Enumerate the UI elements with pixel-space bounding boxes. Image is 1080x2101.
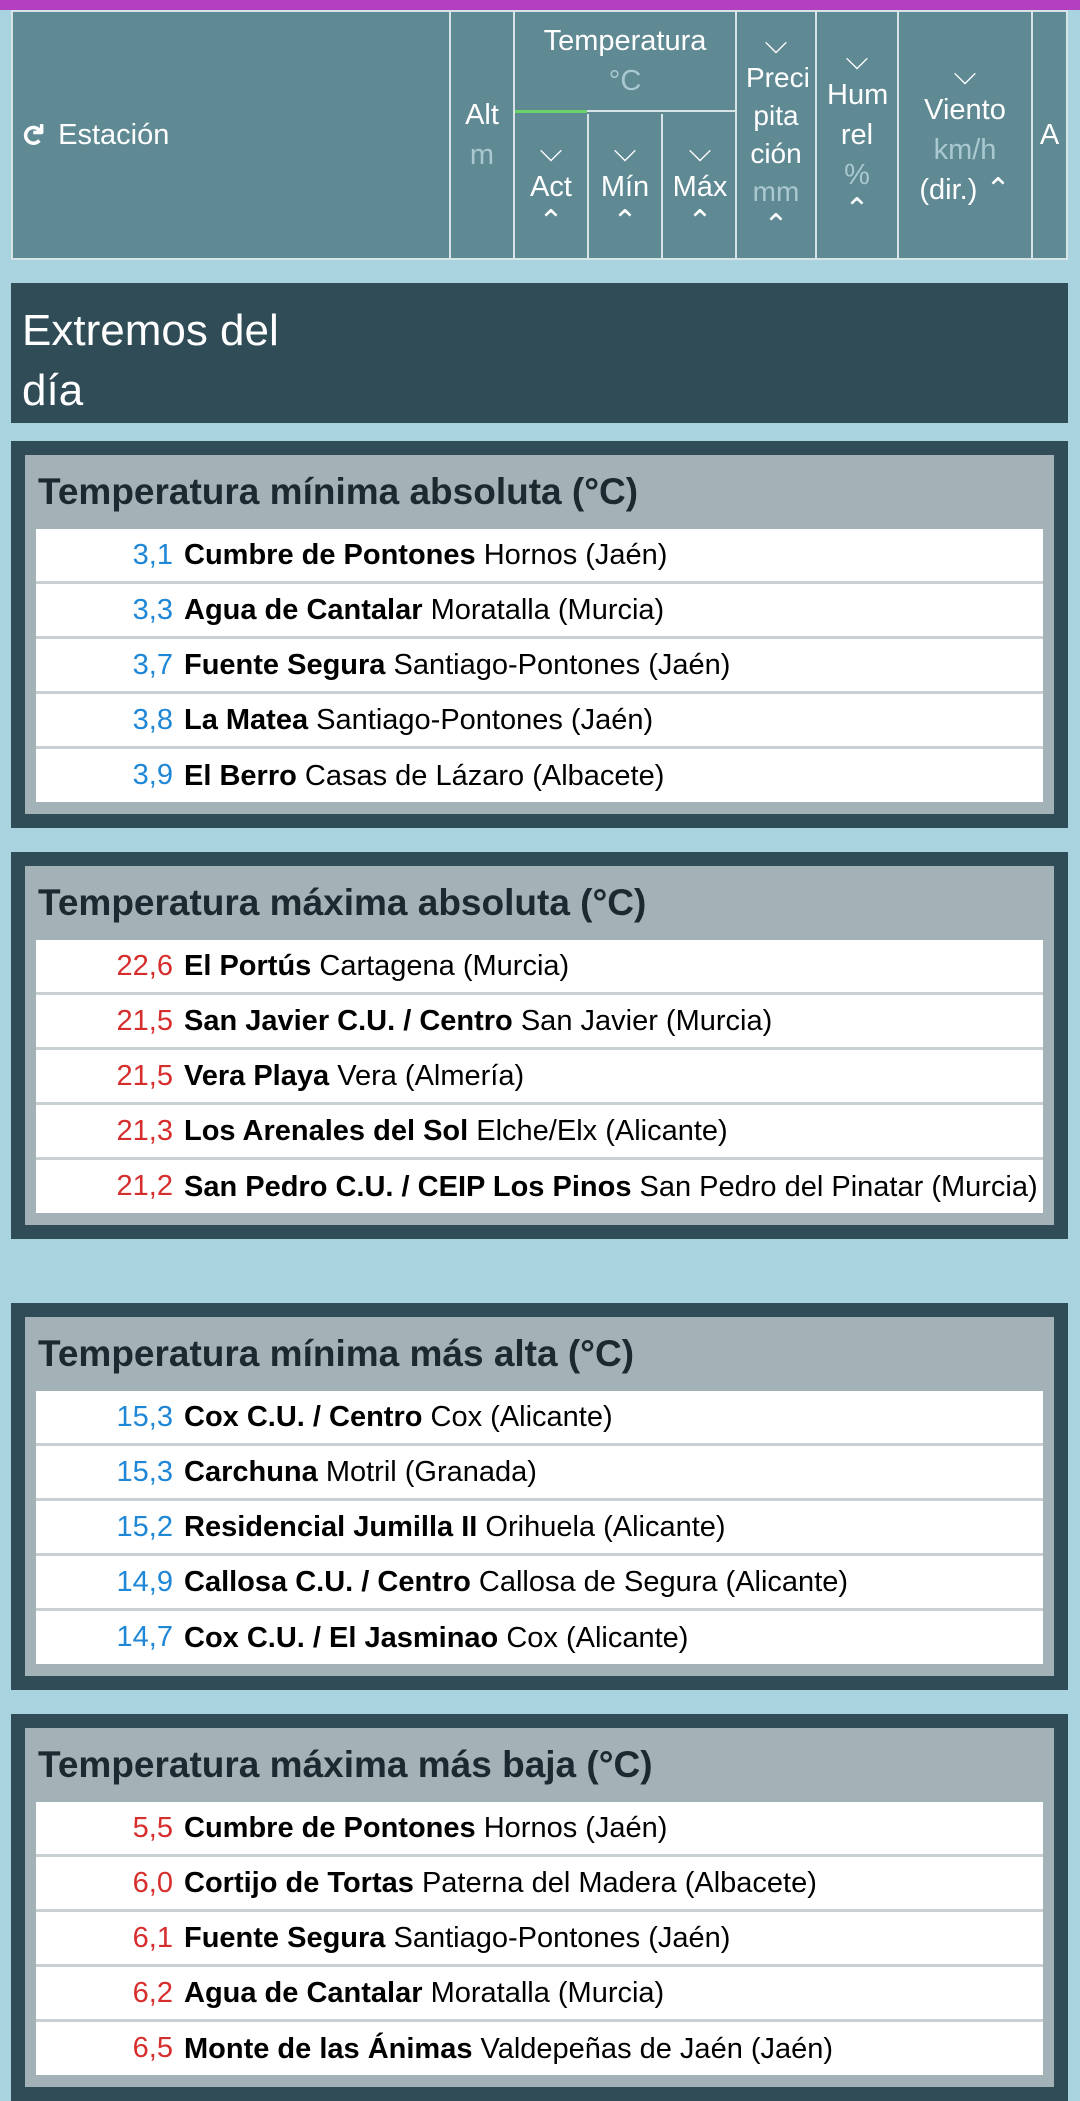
station-name[interactable]: Cumbre de Pontones (184, 539, 476, 571)
list-item[interactable] (36, 1802, 1043, 1857)
station-place: Santiago-Pontones (Jaén) (393, 1922, 731, 1954)
station-info (184, 1967, 1043, 2019)
station-place: Paterna del Madera (Albacete) (421, 1867, 817, 1899)
station-name[interactable]: Residencial Jumilla II (184, 1511, 478, 1543)
station-name[interactable]: Cortijo de Tortas (184, 1867, 414, 1899)
station-place: Hornos (Jaén) (483, 1812, 668, 1844)
station-info (184, 584, 1043, 636)
station-name[interactable]: Los Arenales del Sol (184, 1115, 469, 1147)
extremes-card (11, 441, 1068, 828)
temperature-value: 3,8 (132, 703, 173, 736)
list-item[interactable] (36, 1556, 1043, 1611)
station-name[interactable]: Cox C.U. / El Jasminao (184, 1621, 499, 1654)
extremes-card (11, 1714, 1068, 2101)
station-name[interactable]: Vera Playa (184, 1060, 330, 1092)
column-precipitation-label: Preci pita ción (746, 62, 810, 169)
card-list (36, 1391, 1043, 1664)
card-title: Temperatura máxima más baja (°C) (38, 1744, 653, 1785)
station-info (184, 1857, 1043, 1909)
station-info (184, 1105, 1043, 1157)
column-wind-label: Viento (924, 94, 1006, 126)
top-accent-bar (0, 0, 1080, 10)
column-temp-min-label: Mín (600, 171, 650, 203)
temperature-value: 3,1 (132, 538, 173, 571)
temperature-value: 21,3 (116, 1114, 173, 1147)
station-place: San Pedro del Pinatar (Murcia) (639, 1170, 1038, 1203)
list-item[interactable] (36, 749, 1043, 802)
temperature-value: 3,3 (132, 593, 173, 626)
column-temp-act[interactable] (515, 114, 589, 260)
table-header (11, 10, 1068, 260)
section-title-text: Extremos del día (22, 306, 279, 415)
list-item[interactable] (36, 529, 1043, 584)
column-temp-act-label: Act (530, 171, 572, 203)
station-info (184, 529, 1043, 581)
station-name[interactable]: Cox C.U. / Centro (184, 1401, 423, 1433)
chevron-up-icon[interactable]: ⌃ (687, 205, 713, 238)
station-place: San Javier (Murcia) (520, 1005, 773, 1037)
list-item[interactable] (36, 1611, 1043, 1664)
station-place: Orihuela (Alicante) (485, 1511, 726, 1543)
station-place: Santiago-Pontones (Jaén) (316, 704, 654, 736)
column-station-label: Estación (58, 119, 170, 151)
list-item[interactable] (36, 1857, 1043, 1912)
station-place: Vera (Almería) (337, 1060, 525, 1092)
station-name[interactable]: Carchuna (184, 1456, 318, 1488)
column-station[interactable] (13, 12, 451, 258)
station-info (184, 1802, 1043, 1854)
chevron-down-icon[interactable]: ⌵ (688, 135, 712, 168)
list-item[interactable] (36, 1160, 1043, 1213)
temperature-value: 22,6 (116, 949, 173, 982)
column-extra[interactable] (1033, 12, 1066, 258)
temperature-value: 6,1 (132, 1921, 173, 1954)
column-wind-direction: (dir.) ⌃ (919, 173, 1011, 206)
station-name[interactable]: Agua de Cantalar (184, 1977, 423, 2009)
station-info (184, 1556, 1043, 1608)
extremes-card (11, 852, 1068, 1239)
station-info (184, 694, 1043, 746)
chevron-down-icon[interactable]: ⌵ (845, 43, 869, 76)
chevron-up-icon[interactable]: ⌃ (985, 173, 1011, 206)
temperature-value: 15,3 (116, 1455, 173, 1488)
column-temp-max-label: Máx (672, 171, 728, 203)
station-info (184, 1912, 1043, 1964)
station-name[interactable]: Cumbre de Pontones (184, 1812, 476, 1844)
temperature-value: 6,5 (132, 2032, 173, 2064)
station-name[interactable]: Callosa C.U. / Centro (184, 1566, 471, 1598)
list-item[interactable] (36, 1391, 1043, 1446)
temperature-value: 14,7 (116, 1621, 173, 1653)
column-wind[interactable] (899, 12, 1033, 258)
column-humidity[interactable] (817, 12, 899, 258)
chevron-down-icon[interactable]: ⌵ (953, 58, 977, 91)
column-extra-label: A (1039, 119, 1060, 151)
temperature-value: 15,2 (116, 1510, 173, 1543)
card-list (36, 940, 1043, 1213)
active-sort-indicator (515, 110, 587, 113)
station-name[interactable]: Agua de Cantalar (184, 594, 423, 626)
column-humidity-unit: % (844, 159, 870, 191)
station-name[interactable]: El Berro (184, 759, 297, 792)
station-info (184, 940, 1043, 992)
list-item[interactable] (36, 694, 1043, 749)
station-info (184, 1501, 1043, 1553)
chevron-down-icon[interactable]: ⌵ (764, 27, 788, 60)
column-humidity-label: Hum rel (827, 79, 889, 151)
station-place: Cox (Alicante) (430, 1401, 613, 1433)
chevron-down-icon[interactable]: ⌵ (539, 135, 563, 168)
column-precipitation-unit: mm (752, 176, 800, 207)
list-item[interactable] (36, 1967, 1043, 2022)
column-altitude-unit: m (469, 139, 495, 171)
station-name[interactable]: Fuente Segura (184, 1922, 386, 1954)
card-title: Temperatura mínima absoluta (°C) (38, 471, 639, 512)
chevron-up-icon[interactable]: ⌃ (612, 205, 638, 238)
station-name[interactable]: Fuente Segura (184, 649, 386, 681)
card-title: Temperatura máxima absoluta (°C) (38, 882, 647, 923)
station-name[interactable]: El Portús (184, 950, 312, 982)
column-temp-max[interactable] (663, 114, 737, 260)
temperature-value: 21,2 (116, 1170, 173, 1202)
chevron-up-icon[interactable]: ⌃ (538, 205, 564, 238)
station-info (184, 1161, 1043, 1213)
column-temperature-unit: °C (608, 65, 642, 97)
station-place: Moratalla (Murcia) (430, 594, 665, 626)
temperature-value: 6,0 (132, 1866, 173, 1899)
card-title: Temperatura mínima más alta (°C) (38, 1333, 635, 1374)
station-name[interactable]: La Matea (184, 704, 309, 736)
chevron-up-icon[interactable]: ⌃ (844, 193, 870, 226)
station-info (184, 1446, 1043, 1498)
list-item[interactable] (36, 2022, 1043, 2075)
station-info (184, 995, 1043, 1047)
temperature-value: 21,5 (116, 1059, 173, 1092)
temperature-value: 3,7 (132, 648, 173, 681)
station-place: Santiago-Pontones (Jaén) (393, 649, 731, 681)
temperature-value: 3,9 (132, 759, 173, 791)
section-title (11, 283, 1068, 423)
station-place: Moratalla (Murcia) (430, 1977, 665, 2009)
station-place: Cartagena (Murcia) (319, 950, 570, 982)
station-place: Casas de Lázaro (Albacete) (304, 759, 665, 792)
extremes-card (11, 1303, 1068, 1690)
column-precipitation[interactable] (737, 12, 817, 258)
temperature-value: 14,9 (116, 1565, 173, 1598)
chevron-down-icon[interactable]: ⌵ (613, 135, 637, 168)
list-item[interactable] (36, 639, 1043, 694)
temperature-value: 6,2 (132, 1976, 173, 2009)
station-place: Callosa de Segura (Alicante) (478, 1566, 849, 1598)
column-temperature (515, 12, 737, 258)
list-item[interactable] (36, 940, 1043, 995)
temperature-value: 15,3 (116, 1400, 173, 1433)
station-info (184, 1391, 1043, 1443)
list-item[interactable] (36, 584, 1043, 639)
station-place: Valdepeñas de Jaén (Jaén) (480, 2032, 834, 2065)
chevron-up-icon[interactable]: ⌃ (763, 209, 789, 242)
station-place: Hornos (Jaén) (483, 539, 668, 571)
list-item[interactable] (36, 1446, 1043, 1501)
station-place: Cox (Alicante) (506, 1621, 689, 1654)
list-item[interactable] (36, 1105, 1043, 1160)
card-list (36, 1802, 1043, 2075)
list-item[interactable] (36, 1050, 1043, 1105)
temperature-value: 21,5 (116, 1004, 173, 1037)
station-name[interactable]: San Pedro C.U. / CEIP Los Pinos (184, 1170, 632, 1203)
list-item[interactable] (36, 1501, 1043, 1556)
column-altitude-label: Alt (465, 99, 499, 131)
column-temperature-label: Temperatura (543, 25, 707, 57)
station-info (184, 750, 1043, 802)
station-info (184, 1050, 1043, 1102)
temperature-value: 5,5 (132, 1811, 173, 1844)
station-info (184, 639, 1043, 691)
station-place: Elche/Elx (Alicante) (476, 1115, 728, 1147)
refresh-icon[interactable]: ↻ (15, 122, 49, 148)
column-temp-min[interactable] (589, 114, 663, 260)
column-altitude[interactable] (451, 12, 515, 258)
station-info (184, 2023, 1043, 2075)
station-name[interactable]: San Javier C.U. / Centro (184, 1005, 513, 1037)
column-wind-unit: km/h (933, 134, 997, 166)
station-info (184, 1612, 1043, 1664)
card-list (36, 529, 1043, 802)
station-place: Motril (Granada) (325, 1456, 537, 1488)
list-item[interactable] (36, 995, 1043, 1050)
station-name[interactable]: Monte de las Ánimas (184, 2032, 473, 2065)
list-item[interactable] (36, 1912, 1043, 1967)
